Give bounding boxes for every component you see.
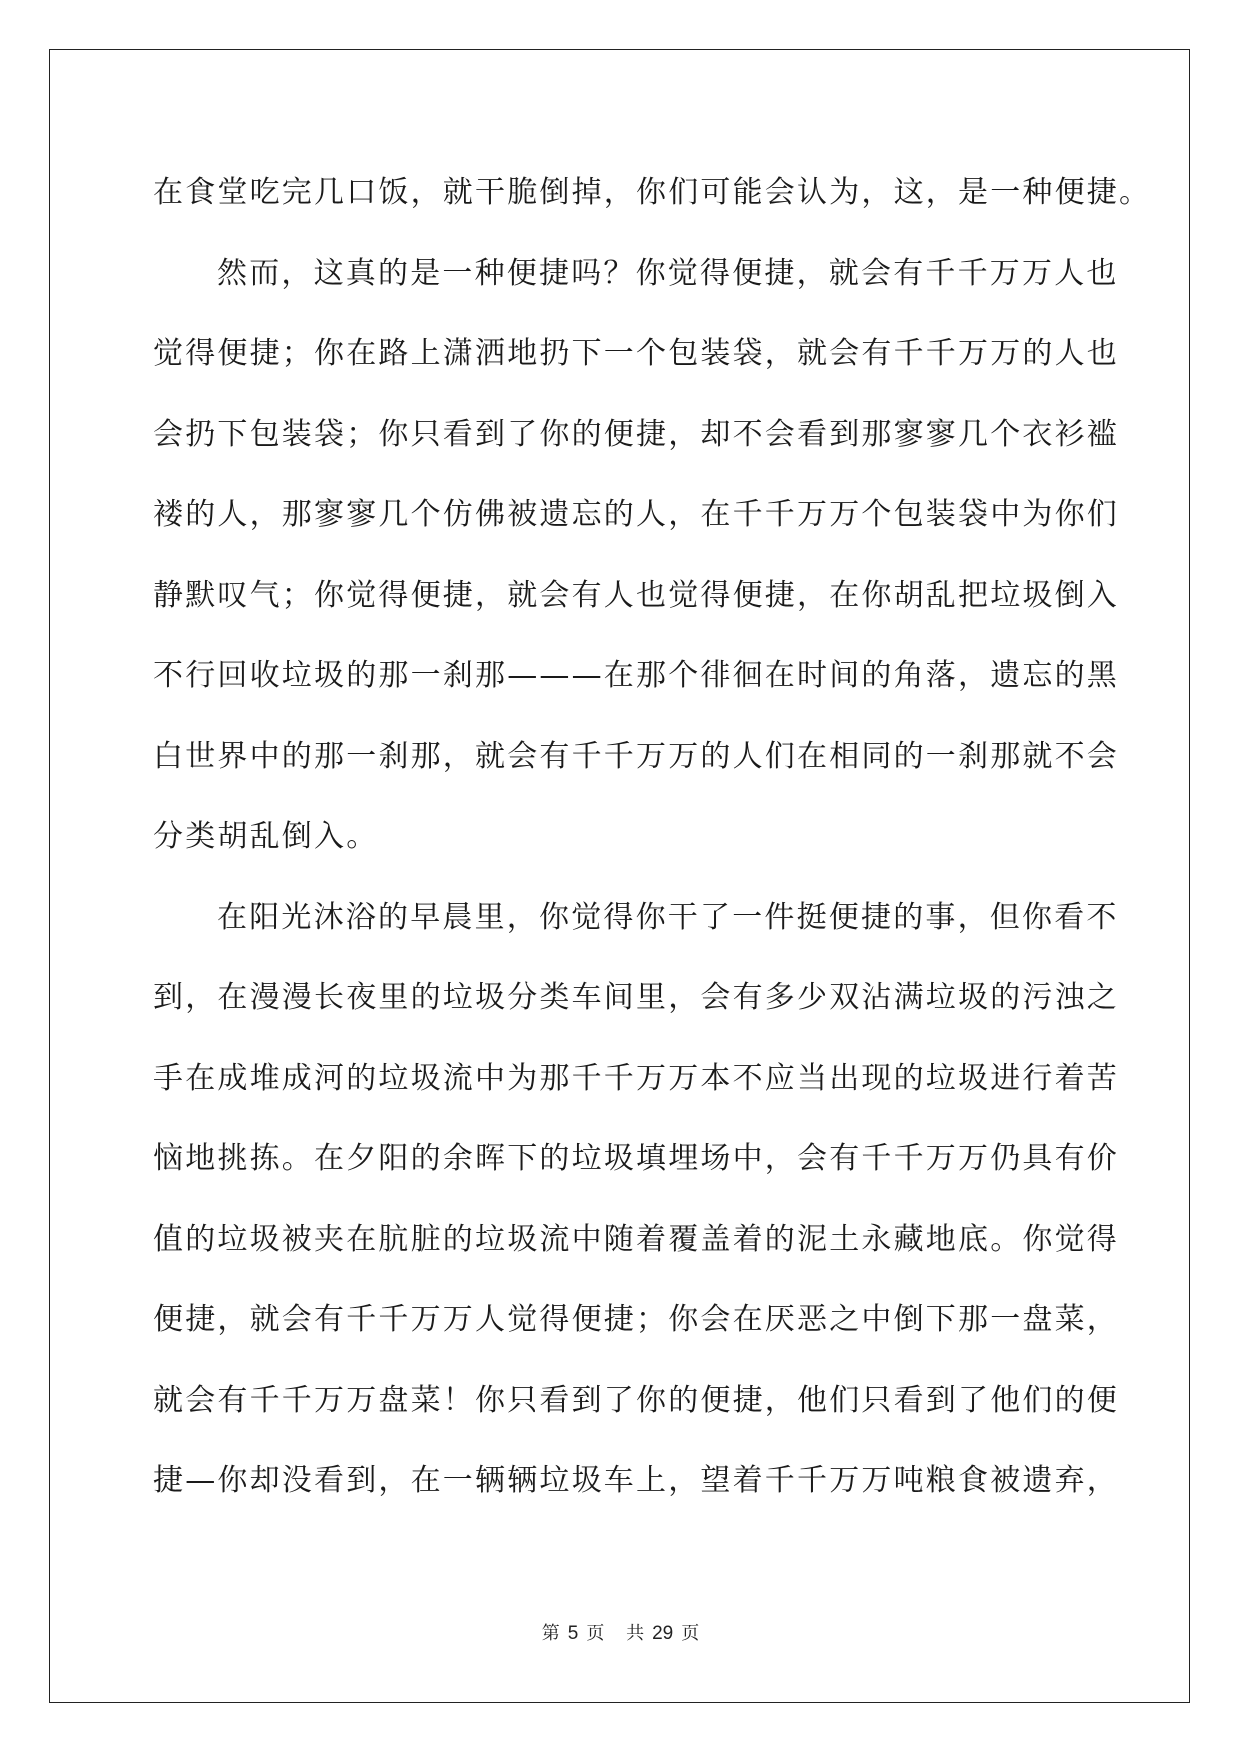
document-body (153, 158, 1152, 1527)
text-line: 捷—你却没看到，在一辆辆垃圾车上，望着千千万万吨粮食被遗弃， (153, 1463, 1119, 1498)
text-line: 白世界中的那一刹那，就会有千千万万的人们在相同的一刹那就不会 (153, 738, 1119, 774)
text-line: 在阳光沐浴的早晨里，你觉得你干了一件挺便捷的事，但你看不 (217, 899, 1119, 935)
text-line: 分类胡乱倒入。 (153, 819, 379, 854)
text-line: 值的垃圾被夹在肮脏的垃圾流中随着覆盖着的泥土永藏地底。你觉得 (153, 1221, 1119, 1257)
text-line: 恼地挑拣。在夕阳的余晖下的垃圾填埋场中，会有千千万万仍具有价 (153, 1141, 1119, 1176)
page-indicator: 第 5 页 (541, 1623, 605, 1644)
text-line: 便捷，就会有千千万万人觉得便捷；你会在厌恶之中倒下那一盘菜， (153, 1302, 1119, 1337)
text-line: 静默叹气；你觉得便捷，就会有人也觉得便捷，在你胡乱把垃圾倒入 (153, 577, 1119, 613)
text-line: 然而，这真的是一种便捷吗？你觉得便捷，就会有千千万万人也 (217, 255, 1119, 291)
total-page-count: 29 (652, 1623, 674, 1644)
total-pages-indicator: 共 29 页 (626, 1623, 700, 1644)
text-line: 褛的人，那寥寥几个仿佛被遗忘的人，在千千万万个包装袋中为你们 (153, 497, 1119, 532)
text-line: 觉得便捷；你在路上潇洒地扔下一个包装袋，就会有千千万万的人也 (153, 336, 1119, 371)
text-line: 到，在漫漫长夜里的垃圾分类车间里，会有多少双沾满垃圾的污浊之 (153, 980, 1119, 1015)
text-line: 在食堂吃完几口饭，就干脆倒掉，你们可能会认为，这，是一种便捷。 (153, 175, 1152, 210)
text-line: 手在成堆成河的垃圾流中为那千千万万本不应当出现的垃圾进行着苦 (153, 1060, 1119, 1096)
page-footer (0, 1619, 1241, 1645)
text-line: 会扔下包装袋；你只看到了你的便捷，却不会看到那寥寥几个衣衫褴 (153, 416, 1119, 452)
text-line: 就会有千千万万盘菜！你只看到了你的便捷，他们只看到了他们的便 (153, 1382, 1119, 1418)
current-page-number: 5 (567, 1623, 579, 1644)
text-line: 不行回收垃圾的那一刹那———在那个徘徊在时间的角落，遗忘的黑 (153, 658, 1119, 693)
